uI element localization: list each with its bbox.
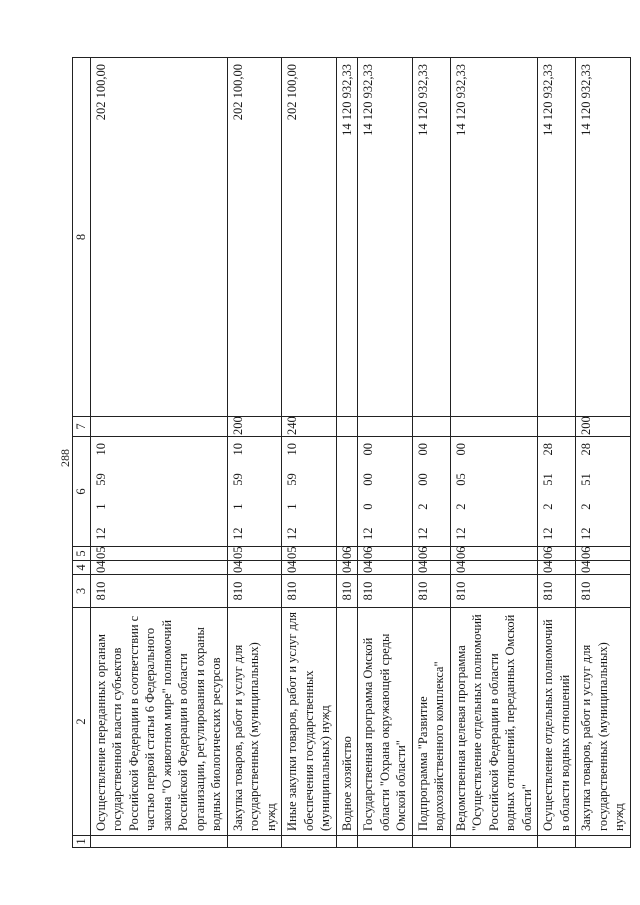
row-amount: 202 100,00 bbox=[282, 58, 337, 417]
row-code-6 bbox=[90, 437, 227, 547]
row-code-4: 04 bbox=[90, 561, 227, 575]
code-part: 12 bbox=[230, 527, 245, 540]
row-index-cell bbox=[227, 836, 282, 848]
row-code-6 bbox=[538, 437, 576, 547]
table-row bbox=[282, 58, 337, 848]
table-row bbox=[227, 58, 282, 848]
row-code-5: 05 bbox=[227, 547, 282, 561]
code-part: 28 bbox=[541, 443, 555, 456]
code-part: 51 bbox=[541, 473, 555, 486]
code-part: 2 bbox=[579, 503, 593, 510]
row-code-3: 810 bbox=[90, 575, 227, 608]
row-code-6 bbox=[282, 437, 337, 547]
row-amount: 202 100,00 bbox=[227, 58, 282, 417]
row-code-3: 810 bbox=[336, 575, 358, 608]
row-code-6 bbox=[358, 437, 413, 547]
header-col-2: 2 bbox=[73, 608, 91, 836]
row-code-5: 05 bbox=[282, 547, 337, 561]
row-name: Осуществление переданных органам государственной власти субъектов Российской Федерации в соответствии с частью первой статьи 6 Федерального закона "О животном мире" полномочий Российской Федерации в области организации, регулирования и охраны водных биологических ресурсов bbox=[90, 608, 227, 836]
row-code-3: 810 bbox=[576, 575, 631, 608]
row-code-6 bbox=[412, 437, 450, 547]
row-code-5: 06 bbox=[576, 547, 631, 561]
header-col-3: 3 bbox=[73, 575, 91, 608]
table-row bbox=[358, 58, 413, 848]
table-row bbox=[576, 58, 631, 848]
row-amount: 202 100,00 bbox=[90, 58, 227, 417]
row-code-5: 06 bbox=[336, 547, 358, 561]
code-part: 2 bbox=[415, 503, 430, 510]
budget-table bbox=[72, 57, 631, 848]
row-code-4: 04 bbox=[358, 561, 413, 575]
row-code-7 bbox=[90, 417, 227, 437]
code-part: 12 bbox=[579, 527, 593, 540]
header-row bbox=[73, 58, 91, 848]
header-col-7: 7 bbox=[73, 417, 91, 437]
code-part: 12 bbox=[415, 527, 430, 540]
row-amount: 14 120 932,33 bbox=[412, 58, 450, 417]
code-part: 1 bbox=[230, 503, 245, 510]
row-name: Иные закупки товаров, работ и услуг для обеспечения государственных (муниципальных) нужд bbox=[282, 608, 337, 836]
code-part: 1 bbox=[93, 503, 108, 510]
code-part: 12 bbox=[453, 527, 468, 540]
row-code-5: 06 bbox=[412, 547, 450, 561]
row-code-7 bbox=[412, 417, 450, 437]
code-part: 2 bbox=[453, 503, 468, 510]
row-name: Государственная программа Омской области "Охрана окружающей среды Омской области" bbox=[358, 608, 413, 836]
row-index-cell bbox=[538, 836, 576, 848]
row-index-cell bbox=[282, 836, 337, 848]
row-code-7 bbox=[336, 417, 358, 437]
row-code-6 bbox=[227, 437, 282, 547]
row-name: Осуществление отдельных полномочий в области водных отношений bbox=[538, 608, 576, 836]
table-row bbox=[538, 58, 576, 848]
row-code-4: 04 bbox=[412, 561, 450, 575]
code-part: 00 bbox=[453, 443, 468, 456]
header-col-8: 8 bbox=[73, 58, 91, 417]
row-index-cell bbox=[90, 836, 227, 848]
header-col-6: 6 bbox=[73, 437, 91, 547]
row-code-4: 04 bbox=[450, 561, 538, 575]
code-part: 51 bbox=[579, 473, 593, 486]
code-part: 12 bbox=[285, 527, 299, 540]
code-part: 12 bbox=[361, 527, 375, 540]
row-code-7 bbox=[538, 417, 576, 437]
row-name: Ведомственная целевая программа "Осуществление отдельных полномочий Российской Федерации в области водных отношений, переданных Омской области" bbox=[450, 608, 538, 836]
row-code-4: 04 bbox=[576, 561, 631, 575]
row-name: Подпрограмма "Развитие водохозяйственного комплекса" bbox=[412, 608, 450, 836]
code-part: 00 bbox=[361, 443, 375, 456]
row-name: Закупка товаров, работ и услуг для государственных (муниципальных) нужд bbox=[227, 608, 282, 836]
code-part: 00 bbox=[361, 473, 375, 486]
row-code-3: 810 bbox=[412, 575, 450, 608]
row-amount: 14 120 932,33 bbox=[538, 58, 576, 417]
row-name: Водное хозяйство bbox=[336, 608, 358, 836]
row-code-5: 06 bbox=[538, 547, 576, 561]
row-code-7: 200 bbox=[227, 417, 282, 437]
header-col-5: 5 bbox=[73, 547, 91, 561]
code-part: 10 bbox=[93, 443, 108, 456]
row-code-6 bbox=[336, 437, 358, 547]
code-part: 2 bbox=[541, 503, 555, 510]
row-index-cell bbox=[358, 836, 413, 848]
row-code-7: 200 bbox=[576, 417, 631, 437]
row-index-cell bbox=[412, 836, 450, 848]
row-amount: 14 120 932,33 bbox=[336, 58, 358, 417]
code-part: 0 bbox=[361, 503, 375, 510]
row-index-cell bbox=[336, 836, 358, 848]
row-code-3: 810 bbox=[282, 575, 337, 608]
row-code-5: 06 bbox=[358, 547, 413, 561]
table-row bbox=[90, 58, 227, 848]
row-code-5: 06 bbox=[450, 547, 538, 561]
code-part: 12 bbox=[93, 527, 108, 540]
row-code-3: 810 bbox=[358, 575, 413, 608]
code-part: 28 bbox=[579, 443, 593, 456]
page-number: 288 bbox=[58, 449, 72, 467]
header-col-1: 1 bbox=[73, 836, 91, 848]
row-code-7 bbox=[450, 417, 538, 437]
code-part: 59 bbox=[230, 473, 245, 486]
row-name: Закупка товаров, работ и услуг для государственных (муниципальных) нужд bbox=[576, 608, 631, 836]
row-amount: 14 120 932,33 bbox=[358, 58, 413, 417]
header-col-4: 4 bbox=[73, 561, 91, 575]
table-row bbox=[412, 58, 450, 848]
row-amount: 14 120 932,33 bbox=[450, 58, 538, 417]
table-row bbox=[336, 58, 358, 848]
row-code-3: 810 bbox=[450, 575, 538, 608]
budget-table-container bbox=[72, 58, 626, 848]
row-code-5: 05 bbox=[90, 547, 227, 561]
row-index-cell bbox=[576, 836, 631, 848]
row-amount: 14 120 932,33 bbox=[576, 58, 631, 417]
row-code-4: 04 bbox=[336, 561, 358, 575]
row-code-3: 810 bbox=[538, 575, 576, 608]
row-code-4: 04 bbox=[538, 561, 576, 575]
row-code-7 bbox=[358, 417, 413, 437]
code-part: 12 bbox=[541, 527, 555, 540]
code-part: 10 bbox=[285, 443, 299, 456]
code-part: 10 bbox=[230, 443, 245, 456]
row-code-6 bbox=[450, 437, 538, 547]
row-code-3: 810 bbox=[227, 575, 282, 608]
row-index-cell bbox=[450, 836, 538, 848]
code-part: 05 bbox=[453, 473, 468, 486]
code-part: 00 bbox=[415, 473, 430, 486]
row-code-4: 04 bbox=[227, 561, 282, 575]
row-code-6 bbox=[576, 437, 631, 547]
row-code-4: 04 bbox=[282, 561, 337, 575]
code-part: 59 bbox=[285, 473, 299, 486]
code-part: 1 bbox=[285, 503, 299, 510]
code-part: 00 bbox=[415, 443, 430, 456]
table-row bbox=[450, 58, 538, 848]
code-part: 59 bbox=[93, 473, 108, 486]
row-code-7: 240 bbox=[282, 417, 337, 437]
